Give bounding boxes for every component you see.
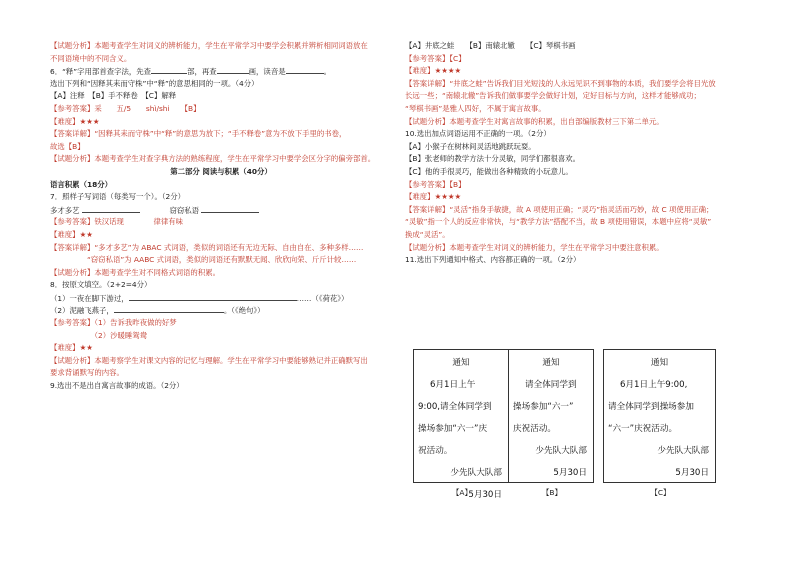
notice-line: “六一”庆祝活动。: [608, 424, 678, 434]
text-run: 第二部分 阅读与积累（40分）: [170, 166, 272, 176]
notice-box-a: [413, 349, 509, 500]
answer-blank[interactable]: [201, 204, 259, 213]
left-line: [50, 40, 392, 53]
text-run: 【参考答案】采 五/5 shì/shi 【B】: [50, 103, 201, 113]
left-line: [50, 103, 392, 116]
right-line: [405, 166, 755, 179]
notice-line: 少先队大队部: [657, 446, 709, 456]
text-run: 【试题分析】本题考查学生对词义的辨析能力，学生在平常学习中要注意积累。: [405, 242, 664, 252]
answer-blank[interactable]: [151, 65, 187, 74]
left-line: [50, 166, 392, 179]
text-run: ……（《荷花》）: [296, 293, 349, 303]
left-line: [50, 116, 392, 129]
notice-label-b[interactable]: 【B】: [542, 488, 562, 497]
notice-line: 通知: [452, 358, 470, 368]
text-run: 【难度】★★★: [50, 116, 100, 126]
notice-box-c: [603, 349, 716, 483]
left-line: [50, 216, 392, 229]
text-run: 【B】张老师的教学方法十分灵敏，同学们都很喜欢。: [405, 154, 581, 164]
text-run: （2）沙暖睡鸳鸯: [50, 330, 148, 340]
left-line: [50, 65, 392, 78]
text-run: 【试题分析】本题考查学生对词义的辨析能力，学生在平常学习中要学会积累并辨析相同词语放在: [50, 41, 368, 50]
text-run: 【A】小猴子在树林间灵活地跳跃玩耍。: [405, 141, 536, 151]
text-run: 【答案详解】“井底之蛙”告诉我们目光短浅的人永远见识不到事物的本质，我们要学会将目光放: [405, 78, 716, 88]
text-run: 【参考答案】【B】: [405, 179, 466, 189]
left-line: [50, 204, 392, 217]
notice-line: 5月30日: [675, 468, 709, 478]
notice-box-b: [508, 349, 594, 483]
text-run: “窃窃私语”为 AABC 式词语，类似的词语还有默默无闻、欣欣向荣、斤斤计较……: [50, 255, 357, 265]
left-line: [50, 153, 392, 166]
notice-line: 祝活动。: [418, 446, 453, 456]
left-line: [50, 179, 392, 192]
right-line: [405, 141, 755, 154]
left-line: [50, 367, 392, 380]
right-line: [405, 40, 755, 53]
text-run: 11.选出下列通知中格式、内容都正确的一项。（2分）: [405, 255, 581, 265]
notice-line: 5月30日: [468, 490, 502, 500]
text-run: 【难度】★★: [50, 343, 93, 353]
text-run: （1）一夜在脚下游过，: [50, 293, 129, 303]
answer-blank[interactable]: [114, 304, 224, 313]
notice-line: 通知: [542, 358, 560, 368]
notice-line: 操场参加“六一”庆: [418, 424, 488, 434]
notice-label-c[interactable]: 【C】: [650, 488, 671, 497]
text-run: 【试题分析】本题考查学生对寓言故事的积累，出自部编版教材三下第二单元。: [405, 116, 664, 126]
notice-line: 庆祝活动。: [513, 424, 556, 434]
text-run: 6．“释”字用部首查字法，先查: [50, 67, 152, 77]
text-run: 换成“灵活”。: [405, 229, 450, 239]
text-run: 【难度】★★: [50, 229, 93, 239]
text-run: 选出下列和“因释其耒而守株”中“释”的意思相同的一项。（4分）: [50, 78, 259, 88]
right-line: [405, 179, 755, 192]
text-run: 【参考答案】（1）告诉我昨夜做的好梦: [50, 318, 177, 328]
notice-label-a[interactable]: 【A】: [452, 488, 472, 497]
text-run: 。: [323, 67, 332, 77]
text-run: 【参考答案】铁汉话现 律律有味: [50, 217, 184, 227]
text-run: 窃窃私语: [139, 205, 202, 215]
notice-line: 6月1日上午: [430, 380, 476, 390]
text-run: 【答案详解】“因释其耒而守株”中“释”的意思为放下；“手不释卷”意为不放下手里的书卷，: [50, 129, 347, 139]
text-run: 故选【B】: [50, 141, 85, 151]
text-run: 7．照样子写词语（每类写一个）。（2分）: [50, 192, 186, 202]
text-run: 不同语境中的不同含义。: [50, 53, 132, 63]
text-run: 部，再查: [187, 67, 217, 77]
right-line: [405, 90, 755, 103]
right-line: [405, 53, 755, 66]
text-run: 9.选出不是出自寓言故事的成语。（2分）: [50, 381, 184, 391]
right-line: [405, 216, 755, 229]
text-run: 【A】井底之蛙 【B】南辕北辙 【C】琴棋书画: [405, 41, 576, 50]
right-line: [405, 103, 755, 116]
left-line: [50, 90, 392, 103]
text-run: 【难度】★★★★: [405, 192, 462, 202]
right-line: [405, 128, 755, 141]
notice-line: 请全体同学到操场参加: [608, 402, 694, 412]
left-line: [50, 330, 392, 343]
left-line: [50, 279, 392, 292]
answer-blank[interactable]: [82, 204, 140, 213]
text-run: 。（《绝句》）: [223, 306, 265, 316]
notice-line: 少先队大队部: [535, 446, 587, 456]
right-line: [405, 229, 755, 242]
text-run: 【试题分析】本题考查学生对不同格式词语的积累。: [50, 267, 220, 277]
left-column: [50, 40, 392, 393]
left-line: [50, 380, 392, 393]
right-line: [405, 204, 755, 217]
left-line: [50, 254, 392, 267]
text-run: 要求背诵默写的内容。: [50, 368, 124, 378]
text-run: 长远一些；“南辕北辙”告诉我们做事要学会做好计划，定好目标与方向，这样才能够成功；: [405, 91, 701, 101]
left-line: [50, 267, 392, 280]
answer-blank[interactable]: [286, 65, 324, 74]
answer-blank[interactable]: [217, 65, 249, 74]
text-run: 画，读音是: [248, 67, 286, 77]
right-line: [405, 116, 755, 129]
text-run: 【C】他的手很灵巧，能做出各种精致的小玩意儿。: [405, 166, 573, 176]
text-run: 【A】注释 【B】手不释卷 【C】解释: [50, 91, 177, 101]
text-run: 多才多艺: [50, 205, 82, 215]
left-line: [50, 53, 392, 66]
left-line: [50, 342, 392, 355]
notice-line: 请全体同学到: [525, 380, 577, 390]
text-run: 10.选出加点词语运用不正确的一项。（2分）: [405, 129, 551, 139]
left-line: [50, 304, 392, 317]
left-line: [50, 229, 392, 242]
right-line: [405, 153, 755, 166]
left-line: [50, 292, 392, 305]
text-run: “琴棋书画”是雅人四好，不属于寓言故事。: [405, 103, 546, 113]
left-line: [50, 128, 392, 141]
text-run: 语言积累（18分）: [50, 179, 113, 189]
left-line: [50, 141, 392, 154]
left-line: [50, 78, 392, 91]
answer-blank[interactable]: [129, 292, 297, 301]
text-run: 【参考答案】【C】: [405, 53, 466, 63]
right-line: [405, 254, 755, 267]
right-line: [405, 242, 755, 255]
left-line: [50, 242, 392, 255]
notice-line: 通知: [650, 358, 669, 368]
right-line: [405, 191, 755, 204]
notice-line: 少先队大队部: [450, 468, 502, 478]
text-run: 【答案详解】“灵活”指身手敏捷，故 A 项使用正确；“灵巧”指灵活而巧妙，故 C 项使用正确；: [405, 204, 714, 214]
text-run: （2）泥融飞燕子，: [50, 306, 114, 316]
text-run: 【试题分析】本题考察学生对课文内容的记忆与理解。学生在平常学习中要能够熟记并正确默写出: [50, 355, 368, 365]
text-run: 【答案详解】“多才多艺”为 ABAC 式词语，类似的词语还有无边无际、自由自在、多种多样……: [50, 242, 364, 252]
right-line: [405, 78, 755, 91]
notice-line: 9:00,请全体同学到: [418, 402, 492, 412]
text-run: 【难度】★★★★: [405, 66, 462, 76]
left-line: [50, 317, 392, 330]
right-line: [405, 65, 755, 78]
text-run: 8．按原文填空。（2+2=4分）: [50, 280, 152, 290]
notice-line: 6月1日上午9:00,: [620, 380, 688, 390]
left-line: [50, 191, 392, 204]
text-run: “灵敏”指一个人的反应非常快，与“教学方法”搭配不当，故 B 项使用错误，本题中应将“灵敏”: [405, 217, 712, 227]
text-run: 【试题分析】本题考查学生对查字典方法的熟练程度，学生在平常学习中要学会区分字的偏旁部首。: [50, 154, 376, 164]
left-line: [50, 355, 392, 368]
right-column: [405, 40, 755, 267]
notice-line: 5月30日: [553, 468, 587, 478]
notice-line: 操场参加“六一”: [513, 402, 574, 412]
